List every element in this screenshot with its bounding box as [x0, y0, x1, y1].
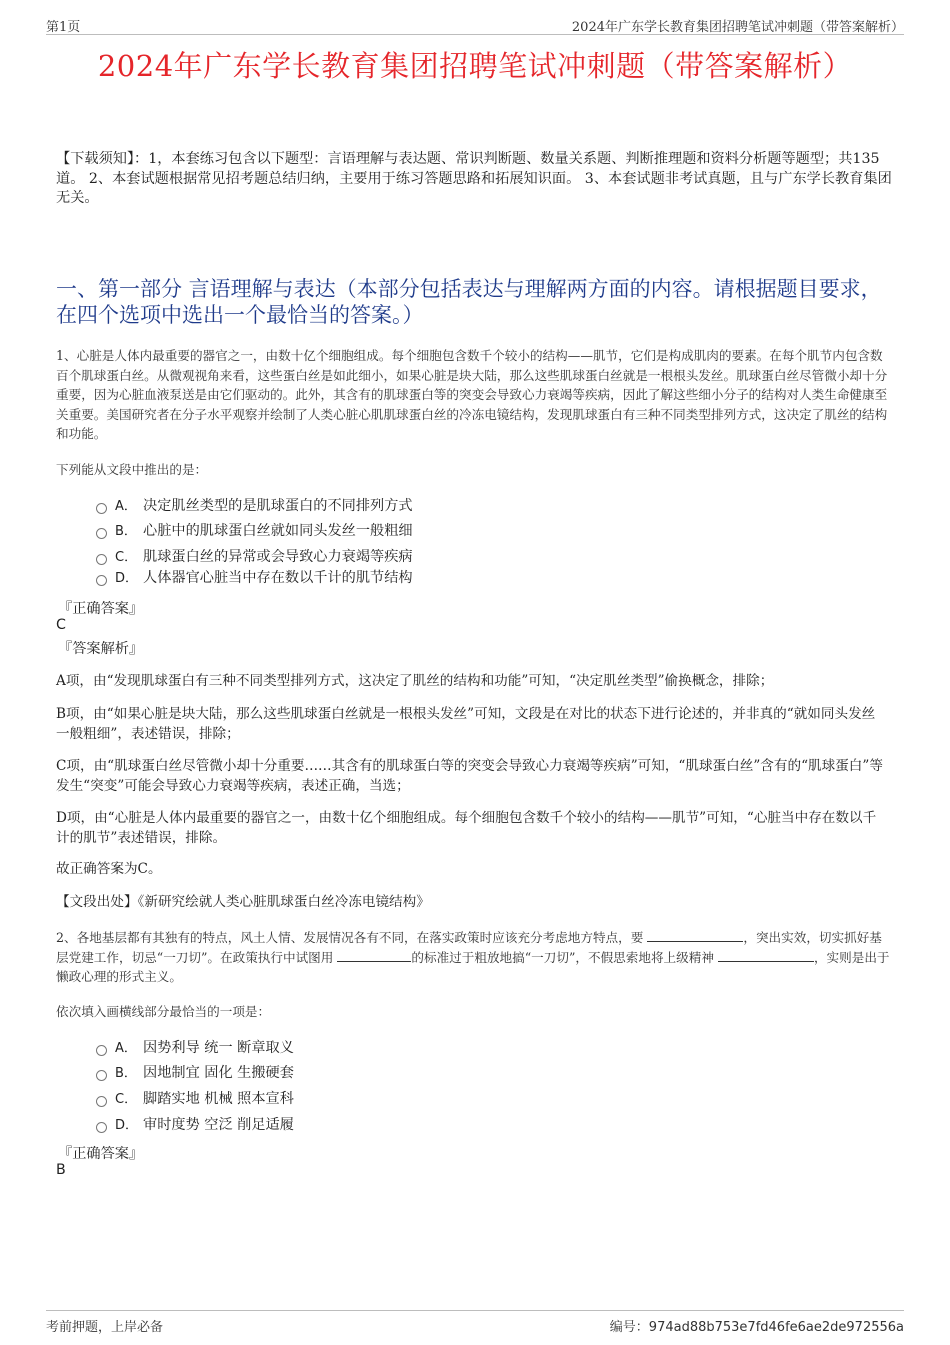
page-footer [46, 1310, 904, 1333]
q1-option-d[interactable]: D． 人体器官心脏当中存在数以千计的肌节结构 [96, 567, 413, 589]
question-2-stem: 2、各地基层都有其独有的特点，风土人情、发展情况各有不同，在落实政策时应该充分考虑地方特点，要 ，突出实效，切实抓好基层党建工作，切忌“一刀切”。在政策执行中试图用 的标准过于粗放地搞“一刀切”，不假思索地将上级精神 ，实则是出于懒政心理的形式主义。 [56, 930, 890, 984]
radio-icon[interactable] [96, 1122, 107, 1133]
q2-answer-label: 『正确答案』 [58, 1146, 144, 1162]
question-1-prompt: 下列能从文段中推出的是： [56, 462, 208, 477]
q1-analysis-b: B项，由“如果心脏是块大陆，那么这些肌球蛋白丝就是一根根头发丝”可知，文段是在对比的状态下进行论述的，并非真的“就如同头发丝一般粗细”，表述错误，排除； [56, 706, 876, 742]
radio-icon[interactable] [96, 554, 107, 565]
radio-icon[interactable] [96, 575, 107, 586]
q1-option-b[interactable]: B． 心脏中的肌球蛋白丝就如同头发丝一般粗细 [96, 520, 413, 542]
q1-option-a[interactable]: A． 决定肌丝类型的是肌球蛋白的不同排列方式 [96, 495, 413, 517]
fill-blank-3[interactable] [718, 951, 814, 962]
q2-option-b[interactable]: B． 因地制宜 固化 生搬硬套 [96, 1062, 294, 1084]
q1-analysis-d: D项，由“心脏是人体内最重要的器官之一，由数十亿个细胞组成。每个细胞包含数千个较小的结构——肌节”可知，“心脏当中存在数以千计的肌节”表述错误，排除。 [56, 810, 877, 846]
q2-option-a[interactable]: A． 因势利导 统一 断章取义 [96, 1037, 294, 1059]
section-title: 一、第一部分 言语理解与表达（本部分包括表达与理解两方面的内容。请根据题目要求，在四个选项中选出一个最恰当的答案。） [56, 277, 882, 327]
q1-analysis-c: C项，由“肌球蛋白丝尽管微小却十分重要……其含有的肌球蛋白等的突变会导致心力衰竭等疾病”可知，“肌球蛋白丝”含有的“肌球蛋白”等发生“突变”可能会导致心力衰竭等疾病，表述正确，当选； [56, 758, 883, 794]
question-2-prompt: 依次填入画横线部分最恰当的一项是： [56, 1004, 271, 1019]
page-number: 第1页 [46, 20, 81, 35]
document-title: 2024年广东学长教育集团招聘笔试冲刺题（带答案解析） [97, 49, 853, 83]
radio-icon[interactable] [96, 503, 107, 514]
fill-blank-2[interactable] [337, 951, 411, 962]
radio-icon[interactable] [96, 1045, 107, 1056]
question-1-stem: 1、心脏是人体内最重要的器官之一，由数十亿个细胞组成。每个细胞包含数千个较小的结构——肌节，它们是构成肌肉的要素。在每个肌节内包含数百个肌球蛋白丝。从微观视角来看，这些蛋白丝是如此细小，如果心脏是块大陆，那么这些肌球蛋白丝就是一根根头发丝。肌球蛋白丝尽管微小却十分重要，因为心脏血液泵送是由它们驱动的。此外，其含有的肌球蛋白等的突变会导致心力衰竭等疾病，因此了解这些细小分子的结构对人类生命健康至关重要。美国研究者在分子水平观察并绘制了人类心脏心肌肌球蛋白丝的冷冻电镜结构，发现肌球蛋白有三种不同类型排列方式，这决定了肌丝的结构和功能。 [56, 348, 888, 441]
q1-option-c[interactable]: C． 肌球蛋白丝的异常或会导致心力衰竭等疾病 [96, 546, 413, 568]
q1-answer-label: 『正确答案』 [58, 601, 144, 617]
download-notice: 【下载须知】：1，本套练习包含以下题型：言语理解与表达题、常识判断题、数量关系题、判断推理题和资料分析题等题型；共135道。 2、本套试题根据常见招考题总结归纳，主要用于练习答题思路和拓展知识面。 3、本套试题非考试真题，且与广东学长教育集团无关。 [56, 151, 892, 206]
q1-source: 【文段出处】《新研究绘就人类心脏肌球蛋白丝冷冻电镜结构》 [56, 894, 430, 910]
q2-option-d[interactable]: D． 审时度势 空泛 削足适履 [96, 1114, 294, 1136]
footer-code: 编号：974ad88b753e7fd46fe6ae2de972556a [609, 1320, 904, 1335]
q1-analysis-a: A项，由“发现肌球蛋白有三种不同类型排列方式，这决定了肌丝的结构和功能”可知，“决定肌丝类型”偷换概念，排除； [56, 673, 774, 689]
q1-analysis-label: 『答案解析』 [58, 641, 144, 657]
page-header [46, 14, 904, 35]
q2-answer: B [56, 1162, 66, 1178]
fill-blank-1[interactable] [647, 931, 743, 942]
footer-slogan: 考前押题，上岸必备 [46, 1320, 164, 1335]
q1-analysis-conclusion: 故正确答案为C。 [56, 861, 162, 877]
q1-answer: C [56, 617, 66, 633]
radio-icon[interactable] [96, 1096, 107, 1107]
radio-icon[interactable] [96, 528, 107, 539]
q2-option-c[interactable]: C． 脚踏实地 机械 照本宣科 [96, 1088, 294, 1110]
header-doc-title: 2024年广东学长教育集团招聘笔试冲刺题（带答案解析） [571, 20, 904, 35]
radio-icon[interactable] [96, 1070, 107, 1081]
